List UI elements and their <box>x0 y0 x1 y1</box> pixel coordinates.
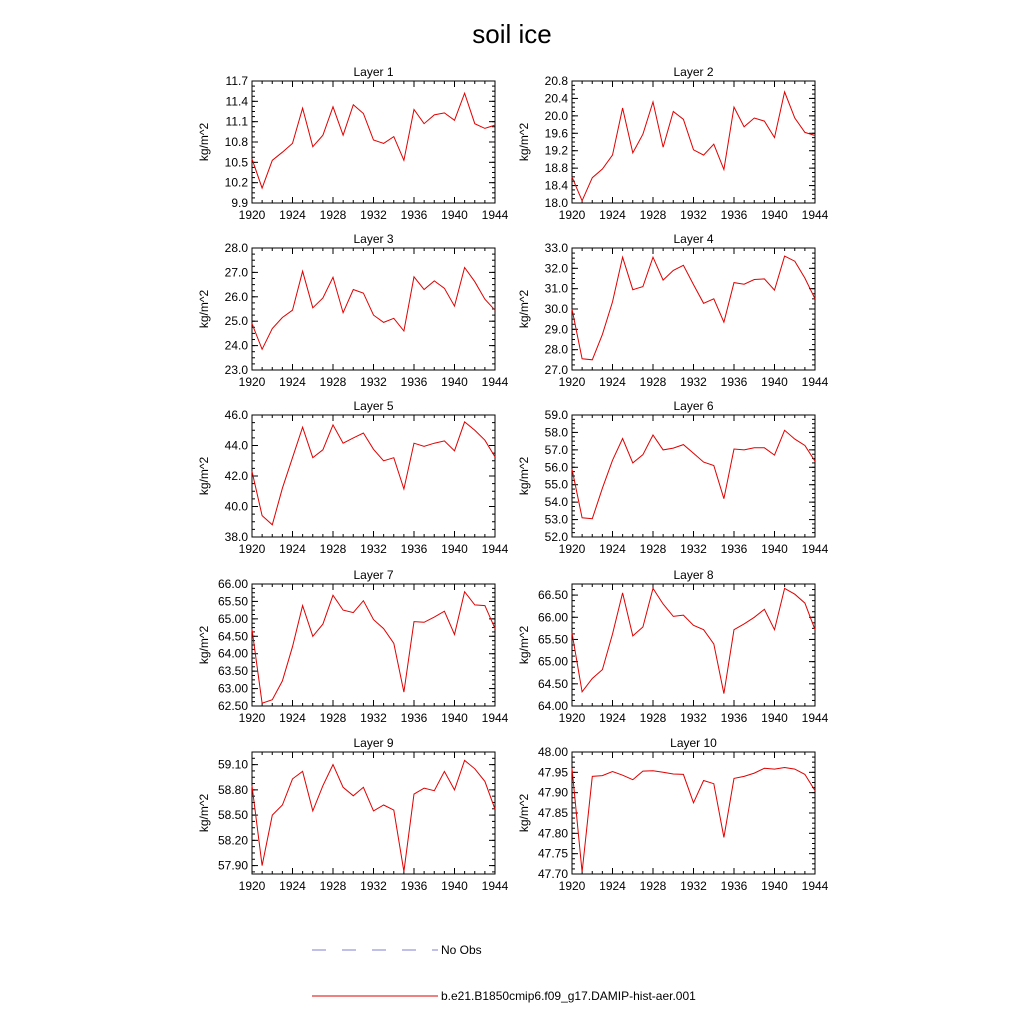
x-tick-label: 1940 <box>441 375 468 389</box>
plot-frame <box>572 584 815 706</box>
x-tick-label: 1932 <box>680 542 707 556</box>
y-tick-label: 47.70 <box>537 867 568 881</box>
x-tick-label: 1944 <box>481 711 509 725</box>
y-tick-label: 47.90 <box>537 785 568 800</box>
y-tick-label: 28.0 <box>224 241 248 255</box>
plot-frame <box>252 248 495 370</box>
x-tick-label: 1944 <box>801 375 829 389</box>
x-tick-label: 1944 <box>801 711 829 725</box>
x-tick-label: 1944 <box>801 208 829 222</box>
y-tick-label: 47.85 <box>537 806 568 820</box>
x-tick-label: 1940 <box>441 542 468 556</box>
plot-frame <box>572 752 815 874</box>
y-axis-label: kg/m^2 <box>197 122 211 162</box>
y-tick-label: 24.0 <box>224 338 248 353</box>
legend <box>312 943 696 1003</box>
panel-title: Layer 2 <box>673 65 714 79</box>
x-tick-label: 1936 <box>400 208 428 222</box>
x-tick-label: 1924 <box>279 208 306 222</box>
figure-title: soil ice <box>472 19 552 49</box>
y-tick-label: 18.8 <box>544 161 568 176</box>
panel-title: Layer 8 <box>673 568 714 582</box>
x-tick-label: 1936 <box>400 711 428 725</box>
y-axis-label: kg/m^2 <box>197 456 211 496</box>
x-tick-label: 1920 <box>238 375 266 389</box>
y-axis-label: kg/m^2 <box>517 456 531 496</box>
y-tick-label: 47.80 <box>537 826 568 841</box>
y-tick-label: 27.0 <box>544 363 568 377</box>
y-tick-label: 25.0 <box>224 314 248 329</box>
series-line <box>572 92 815 201</box>
x-tick-label: 1924 <box>599 208 626 222</box>
y-tick-label: 30.0 <box>544 302 568 316</box>
y-tick-label: 18.0 <box>544 196 568 210</box>
y-tick-label: 26.0 <box>224 289 248 304</box>
y-tick-label: 64.50 <box>537 676 568 691</box>
y-tick-label: 55.0 <box>544 477 568 492</box>
plot-frame <box>252 752 495 874</box>
y-tick-label: 42.0 <box>224 469 248 483</box>
x-tick-label: 1920 <box>238 879 266 893</box>
y-tick-label: 66.50 <box>537 588 568 603</box>
panel-title: Layer 6 <box>673 399 714 413</box>
x-tick-label: 1920 <box>238 542 266 556</box>
panel-title: Layer 4 <box>673 232 714 246</box>
x-tick-label: 1936 <box>400 542 428 556</box>
x-tick-label: 1920 <box>558 375 586 389</box>
x-tick-label: 1944 <box>481 879 509 893</box>
panel-title: Layer 10 <box>670 736 717 750</box>
y-tick-label: 32.0 <box>544 261 568 276</box>
x-tick-label: 1928 <box>319 542 347 556</box>
panel-title: Layer 9 <box>353 736 394 750</box>
x-tick-label: 1940 <box>761 375 788 389</box>
y-tick-label: 56.0 <box>544 460 568 475</box>
y-tick-label: 58.20 <box>217 833 248 848</box>
legend-no-obs-label: No Obs <box>441 943 482 957</box>
x-tick-label: 1936 <box>400 375 428 389</box>
panel-title: Layer 3 <box>353 232 394 246</box>
series-line <box>572 768 815 873</box>
y-tick-label: 47.95 <box>537 765 568 780</box>
x-tick-label: 1924 <box>599 879 626 893</box>
y-tick-label: 38.0 <box>224 530 248 544</box>
y-axis-label: kg/m^2 <box>517 122 531 162</box>
x-tick-label: 1940 <box>441 208 468 222</box>
x-tick-label: 1928 <box>639 711 667 725</box>
x-tick-label: 1932 <box>360 208 387 222</box>
x-tick-label: 1940 <box>441 879 468 893</box>
y-tick-label: 11.1 <box>225 114 248 129</box>
x-tick-label: 1936 <box>720 542 748 556</box>
y-tick-label: 59.10 <box>217 757 248 772</box>
x-tick-label: 1920 <box>558 542 586 556</box>
series-line <box>572 256 815 360</box>
x-tick-label: 1932 <box>360 711 387 725</box>
y-tick-label: 46.0 <box>224 408 248 422</box>
y-tick-label: 19.2 <box>544 143 568 158</box>
y-tick-label: 65.50 <box>217 594 248 609</box>
plot-frame <box>572 248 815 370</box>
y-tick-label: 28.0 <box>544 342 568 357</box>
x-tick-label: 1940 <box>761 208 788 222</box>
y-tick-label: 63.50 <box>217 664 248 679</box>
y-axis-label: kg/m^2 <box>197 289 211 329</box>
plot-frame <box>572 81 815 203</box>
x-tick-label: 1936 <box>720 879 748 893</box>
y-tick-label: 20.8 <box>544 74 568 88</box>
x-tick-label: 1944 <box>481 375 509 389</box>
x-tick-label: 1936 <box>720 375 748 389</box>
panel-layer-3 <box>197 232 509 389</box>
y-tick-label: 66.00 <box>217 577 248 591</box>
plot-frame <box>252 81 495 203</box>
x-tick-label: 1936 <box>720 711 748 725</box>
y-tick-label: 11.7 <box>225 74 248 88</box>
x-tick-label: 1920 <box>558 208 586 222</box>
y-axis-label: kg/m^2 <box>517 793 531 833</box>
y-tick-label: 19.6 <box>544 126 568 141</box>
y-tick-label: 31.0 <box>544 281 568 296</box>
y-axis-label: kg/m^2 <box>197 793 211 833</box>
y-axis-label: kg/m^2 <box>517 625 531 665</box>
panel-layer-8 <box>517 568 829 725</box>
x-tick-label: 1920 <box>238 208 266 222</box>
legend-model-label: b.e21.B1850cmip6.f09_g17.DAMIP-hist-aer.001 <box>441 989 696 1003</box>
y-tick-label: 40.0 <box>224 499 248 514</box>
x-tick-label: 1920 <box>238 711 266 725</box>
x-tick-label: 1932 <box>360 879 387 893</box>
series-line <box>252 422 495 525</box>
x-tick-label: 1932 <box>360 375 387 389</box>
x-tick-label: 1928 <box>319 879 347 893</box>
x-tick-label: 1932 <box>680 879 707 893</box>
y-tick-label: 54.0 <box>544 495 568 510</box>
y-tick-label: 10.2 <box>224 175 248 190</box>
y-tick-label: 11.4 <box>225 94 248 109</box>
x-tick-label: 1940 <box>761 542 788 556</box>
y-tick-label: 64.00 <box>537 699 568 713</box>
panel-title: Layer 7 <box>353 568 394 582</box>
x-tick-label: 1944 <box>801 542 829 556</box>
x-tick-label: 1924 <box>599 375 626 389</box>
y-tick-label: 20.4 <box>544 91 568 106</box>
x-tick-label: 1924 <box>279 375 306 389</box>
y-tick-label: 20.0 <box>544 108 568 123</box>
x-tick-label: 1940 <box>761 879 788 893</box>
y-tick-label: 52.0 <box>544 530 568 544</box>
x-tick-label: 1928 <box>319 375 347 389</box>
y-tick-label: 29.0 <box>544 322 568 337</box>
x-tick-label: 1944 <box>481 208 509 222</box>
series-line <box>252 268 495 350</box>
x-tick-label: 1924 <box>279 542 306 556</box>
y-tick-label: 53.0 <box>544 512 568 527</box>
x-tick-label: 1920 <box>558 879 586 893</box>
y-tick-label: 27.0 <box>224 265 248 280</box>
plot-frame <box>252 415 495 537</box>
y-tick-label: 10.8 <box>224 135 248 149</box>
x-tick-label: 1940 <box>441 711 468 725</box>
y-tick-label: 58.50 <box>217 808 248 823</box>
y-tick-label: 58.80 <box>217 782 248 797</box>
y-tick-label: 58.0 <box>544 425 568 440</box>
x-tick-label: 1928 <box>639 208 667 222</box>
panels-grid <box>197 65 829 893</box>
y-tick-label: 44.0 <box>224 438 248 453</box>
panel-layer-4 <box>517 232 829 389</box>
x-tick-label: 1940 <box>761 711 788 725</box>
panel-layer-10 <box>517 736 829 893</box>
x-tick-label: 1924 <box>279 879 306 893</box>
x-tick-label: 1920 <box>558 711 586 725</box>
y-tick-label: 47.75 <box>537 846 568 861</box>
series-line <box>572 430 815 518</box>
panel-layer-2 <box>517 65 829 222</box>
plot-frame <box>252 584 495 706</box>
y-axis-label: kg/m^2 <box>517 289 531 329</box>
y-tick-label: 65.00 <box>537 654 568 669</box>
y-tick-label: 65.50 <box>537 632 568 647</box>
y-tick-label: 48.00 <box>537 745 568 759</box>
y-tick-label: 66.00 <box>537 610 568 625</box>
panel-layer-7 <box>197 568 509 725</box>
x-tick-label: 1932 <box>680 208 707 222</box>
x-tick-label: 1928 <box>319 208 347 222</box>
y-tick-label: 65.00 <box>217 611 248 626</box>
x-tick-label: 1936 <box>400 879 428 893</box>
x-tick-label: 1924 <box>599 711 626 725</box>
y-tick-label: 62.50 <box>217 699 248 713</box>
series-line <box>252 592 495 704</box>
x-tick-label: 1932 <box>680 375 707 389</box>
y-tick-label: 33.0 <box>544 241 568 255</box>
y-axis-label: kg/m^2 <box>197 625 211 665</box>
series-line <box>252 93 495 188</box>
plot-frame <box>572 415 815 537</box>
y-tick-label: 64.50 <box>217 629 248 644</box>
panel-layer-9 <box>197 736 509 893</box>
panel-layer-6 <box>517 399 829 556</box>
y-tick-label: 59.0 <box>544 408 568 422</box>
series-line <box>252 760 495 871</box>
x-tick-label: 1928 <box>639 879 667 893</box>
y-tick-label: 9.9 <box>231 196 248 210</box>
x-tick-label: 1928 <box>319 711 347 725</box>
x-tick-label: 1932 <box>680 711 707 725</box>
panel-title: Layer 5 <box>353 399 394 413</box>
x-tick-label: 1936 <box>720 208 748 222</box>
x-tick-label: 1944 <box>481 542 509 556</box>
x-tick-label: 1932 <box>360 542 387 556</box>
x-tick-label: 1924 <box>279 711 306 725</box>
y-tick-label: 63.00 <box>217 681 248 696</box>
panel-layer-1 <box>197 65 509 222</box>
x-tick-label: 1928 <box>639 542 667 556</box>
panel-title: Layer 1 <box>353 65 394 79</box>
x-tick-label: 1928 <box>639 375 667 389</box>
y-tick-label: 23.0 <box>224 363 248 377</box>
y-tick-label: 57.90 <box>217 858 248 873</box>
panel-layer-5 <box>197 399 509 556</box>
y-tick-label: 64.00 <box>217 646 248 661</box>
y-tick-label: 57.0 <box>544 442 568 457</box>
x-tick-label: 1924 <box>599 542 626 556</box>
y-tick-label: 18.4 <box>544 178 568 193</box>
x-tick-label: 1944 <box>801 879 829 893</box>
y-tick-label: 10.5 <box>224 155 248 170</box>
series-line <box>572 588 815 693</box>
